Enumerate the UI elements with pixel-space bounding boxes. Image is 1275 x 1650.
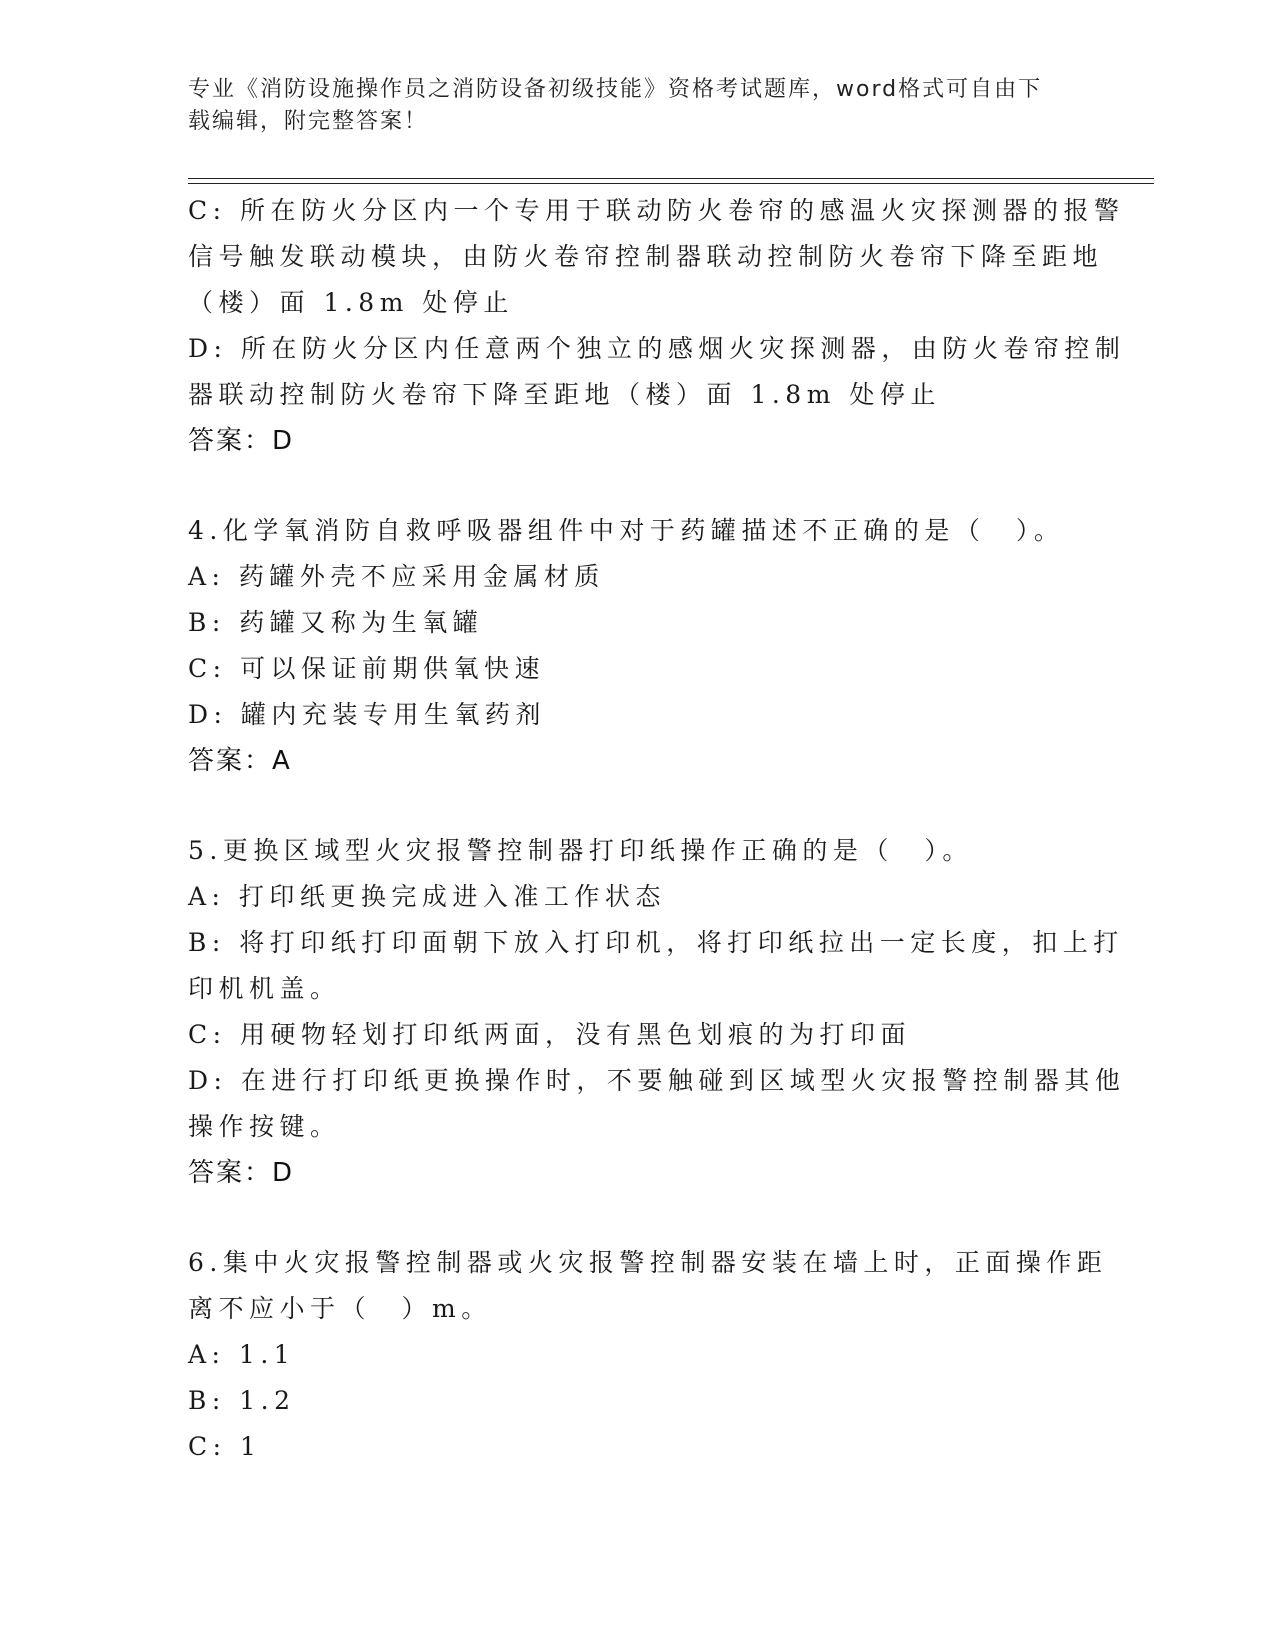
header-rule-bottom: [188, 183, 1154, 184]
answer-line: 答案：D: [188, 1158, 295, 1188]
document-header: [188, 74, 1068, 138]
option-a: A: 打印纸更换完成进入准工作状态: [188, 882, 666, 911]
question-stem: 4.化学氧消防自救呼吸器组件中对于药罐描述不正确的是（ ）。: [188, 516, 1065, 545]
question-block-3: [188, 188, 1126, 464]
option-b: B: 1.2: [188, 1386, 296, 1415]
question-stem-line-2: 离不应小于（ ）m。: [188, 1294, 492, 1323]
option-d-line-1: D: 在进行打印纸更换操作时，不要触碰到区域型火灾报警控制器其他: [188, 1066, 1126, 1095]
question-block-5: [188, 828, 1126, 1196]
option-c: C: 可以保证前期供氧快速: [188, 654, 545, 683]
question-stem: 5.更换区域型火灾报警控制器打印纸操作正确的是（ ）。: [188, 836, 973, 865]
question-block-4: [188, 508, 1088, 784]
question-content: [188, 188, 1126, 1470]
question-block-6: [188, 1240, 1108, 1470]
option-c-line-1: C: 所在防火分区内一个专用于联动防火卷帘的感温火灾探测器的报警: [188, 196, 1125, 225]
option-c-line-3: （楼）面 1.8m 处停止: [188, 288, 514, 317]
header-line-2: 载编辑，附完整答案！: [188, 109, 429, 134]
header-line-1: 专业《消防设施操作员之消防设备初级技能》资格考试题库，word格式可自由下: [188, 77, 1043, 102]
option-d: D: 罐内充装专用生氧药剂: [188, 700, 546, 729]
option-c-line-2: 信号触发联动模块，由防火卷帘控制器联动控制防火卷帘下降至距地: [188, 242, 1104, 271]
answer-line: 答案：A: [188, 746, 292, 776]
option-c: C: 用硬物轻划打印纸两面，没有黑色划痕的为打印面: [188, 1020, 912, 1049]
option-d-line-1: D: 所在防火分区内任意两个独立的感烟火灾探测器，由防火卷帘控制: [188, 334, 1126, 363]
answer-line: 答案：D: [188, 426, 295, 456]
option-a: A: 1.1: [188, 1340, 296, 1369]
option-b-line-2: 印机机盖。: [188, 974, 341, 1003]
option-b-line-1: B: 将打印纸打印面朝下放入打印机，将打印纸拉出一定长度，扣上打: [188, 928, 1124, 957]
option-b: B: 药罐又称为生氧罐: [188, 608, 484, 637]
option-a: A: 药罐外壳不应采用金属材质: [188, 562, 605, 591]
option-c: C: 1: [188, 1432, 262, 1461]
option-d-line-2: 器联动控制防火卷帘下降至距地（楼）面 1.8m 处停止: [188, 380, 941, 409]
header-rule-top: [188, 178, 1154, 179]
option-d-line-2: 操作按键。: [188, 1112, 341, 1141]
question-stem-line-1: 6.集中火灾报警控制器或火灾报警控制器安装在墙上时，正面操作距: [188, 1248, 1108, 1277]
